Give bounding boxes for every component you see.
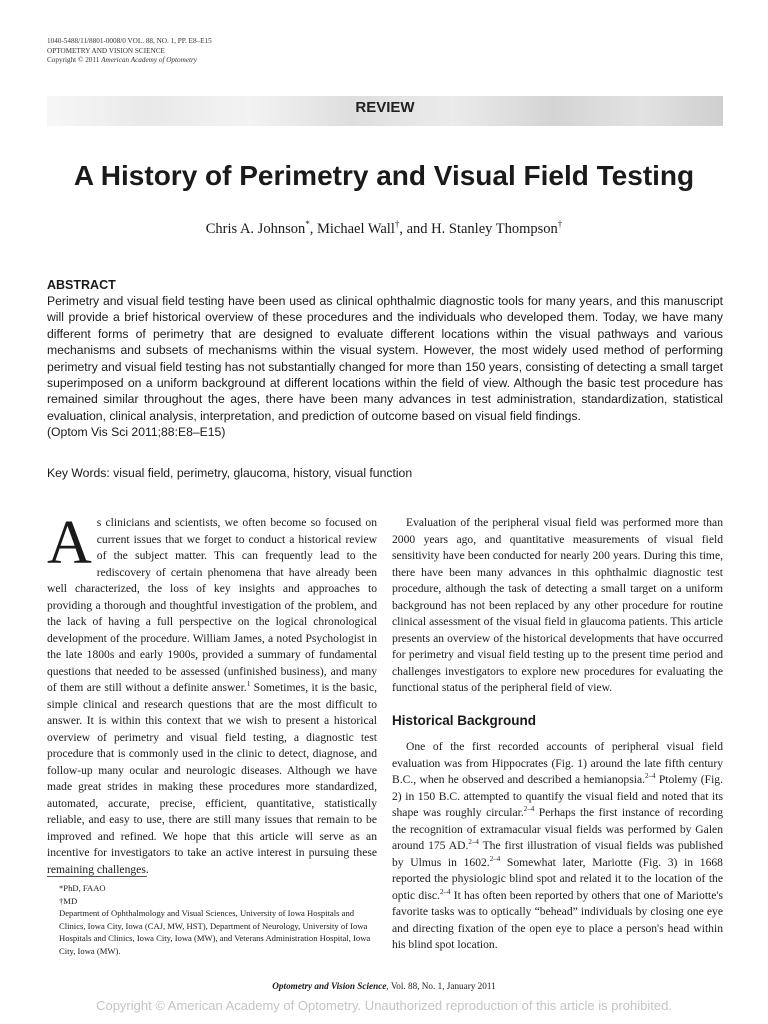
reference-mark: 2–4 bbox=[645, 772, 656, 781]
left-column bbox=[47, 509, 377, 878]
author-name: Michael Wall bbox=[316, 221, 395, 237]
footnotes bbox=[47, 882, 379, 957]
history-paragraph: One of the first recorded accounts of peripheral visual field evaluation was from Hippocrates (Fig. 1) around the late fifth century B.C., when he observed and described a hemianopsia.$^{2-4}$ Ptolemy (Fig. 2) in 150 B.C. attempted to quantify the visual field and noted that its shape was roughly circular.$^{2-4}$ Perhaps the first instance of recording the recognition of extramacular visual fields was performed by Galen around 175 AD.$^{2-4}$ The first illustration of visual fields was published by Ulmus in 1602.$^{2-4}$ Somewhat later, Mariotte (Fig. 3) in 1668 reported the physiologic blind spot and related it to the location of the optic disc.$^{2-4}$ It has often been reported by others that one of Mariotte's favorite tasks was to optically “behead” individuals by closing one eye and directing fixation of the open eye to place a person's head within his blind spot location. bbox=[392, 740, 724, 951]
right-column bbox=[392, 515, 723, 954]
overview-paragraph: Evaluation of the peripheral visual field was performed more than 2000 years ago, and quantitative measurements of visual field sensitivity have been conducted for nearly 200 years. During this time, there have been many advances in this ophthalmic diagnostic test procedure, although the task of detecting a small target on a uniform background has not been replaced by any other procedure for routine clinical assessment of the visual field in glaucoma patients. This article presents an overview of the historical developments that have occurred for perimetry and visual field testing up to the present time period and challenges investigators to explore new procedures for evaluating the functional status of the peripheral field of view. bbox=[392, 516, 723, 694]
abstract-text: Perimetry and visual field testing have been used as clinical ophthalmic diagnostic tools for many years, and this manuscript will provide a brief historical overview of these procedures and the individuals who developed them. Today, we have many different forms of perimetry that are designed to evaluate different locations within the visual pathways and various mechanisms and subsets of mechanisms within the visual system. However, the most widely used method of performing perimetry and visual field testing has not substantially changed for more than 150 years, consisting of detecting a small target superimposed on a uniform background at different locations within the field of view. Although the basic test procedure has remained similar throughout the ages, there have been many advances in test administration, standardization, statistical evaluation, clinical analysis, interpretation, and prediction of outcome based on visual field findings. bbox=[47, 294, 723, 423]
drop-cap: A bbox=[47, 509, 92, 577]
journal-name: Optometry and Vision Science bbox=[272, 981, 387, 991]
footnote-degree: *PhD, FAAO bbox=[59, 883, 106, 893]
author-list: Chris A. Johnson*, Michael Wall†, and H. Stanley Thompson† bbox=[205, 219, 563, 237]
author-mark: † bbox=[557, 219, 563, 230]
header-line-copyright: Copyright © 2011 American Academy of Optometry bbox=[47, 56, 197, 64]
author-mark: † bbox=[394, 219, 400, 230]
section-banner bbox=[47, 96, 723, 126]
intro-paragraph: As clinicians and scientists, we often become so focused on current issues that we forget to conduct a historical review of the subject matter. This can frequently lead to the rediscovery of certain phenomena that have already been well characterized, the loss of key insights and approaches to providing a thorough and thoughtful investigation of the problem, and the lack of having a full perspective on the logical chronological development of the procedure. William James, a noted Psychologist in the late 1800s and early 1900s, provided a summary of fundamental questions that needed to be assessed (unfinished business), and many of them are still without a definite answer.$^1$ Sometimes, it is the basic, simple clinical and research questions that are the most difficult to answer. It is within this context that we wish to present a historical overview of perimetry and visual field testing, a diagnostic test procedure that is commonly used in the clinic to detect, diagnose, and follow-up many ocular and neurologic diseases. Although we have made great strides in making these procedures more standardized, automated, accurate, precise, efficient, quantitative, statistically reliable, and easy to use, there are still many issues that remain to be improved and refined. We hope that this article will serve as an incentive for investigators to take an active interest in pursuing these remaining challenges. bbox=[47, 509, 377, 876]
journal-issue: , Vol. 88, No. 1, January 2011 bbox=[386, 981, 496, 991]
copyright-notice: Copyright © American Academy of Optometry. Unauthorized reproduction of this article is prohibited. bbox=[96, 998, 672, 1013]
abstract-heading: ABSTRACT bbox=[47, 278, 116, 292]
abstract-citation: (Optom Vis Sci 2011;88:E8–E15) bbox=[47, 425, 226, 440]
journal-footer bbox=[0, 981, 768, 991]
reference-mark: 2–4 bbox=[489, 854, 501, 863]
footnote-degree: †MD bbox=[59, 895, 78, 906]
section-heading-historical-background: Historical Background bbox=[392, 712, 537, 728]
footnote-divider bbox=[47, 876, 147, 877]
article-title: A History of Perimetry and Visual Field Testing bbox=[73, 160, 695, 191]
reference-mark: 1 bbox=[246, 680, 251, 689]
section-label: REVIEW bbox=[355, 99, 415, 116]
reference-mark: 2–4 bbox=[523, 805, 535, 814]
author-mark: * bbox=[305, 219, 310, 230]
reference-mark: 2–4 bbox=[468, 838, 479, 847]
journal-header bbox=[47, 37, 212, 66]
footnote-affiliation: Department of Ophthalmology and Visual Sciences, University of Iowa Hospitals and Clinics, Iowa City, Iowa (CAJ, MW, HST), Department of Neurology, University of Iowa Hospitals and Clinics, Iowa City, Iowa (MW), and Veterans Administration Hospital, Iowa City, Iowa (MW). bbox=[59, 908, 371, 956]
author-name: H. Stanley Thompson bbox=[431, 221, 558, 237]
author-name: Chris A. Johnson bbox=[205, 221, 306, 237]
keywords: Key Words: visual field, perimetry, glaucoma, history, visual function bbox=[47, 466, 413, 480]
reference-mark: 2–4 bbox=[439, 887, 451, 896]
abstract-body bbox=[47, 293, 723, 441]
header-line-journal: OPTOMETRY AND VISION SCIENCE bbox=[47, 46, 165, 55]
header-line-volume: 1040-5488/11/8801-0008/0 VOL. 88, NO. 1, PP. E8–E15 bbox=[47, 37, 212, 45]
